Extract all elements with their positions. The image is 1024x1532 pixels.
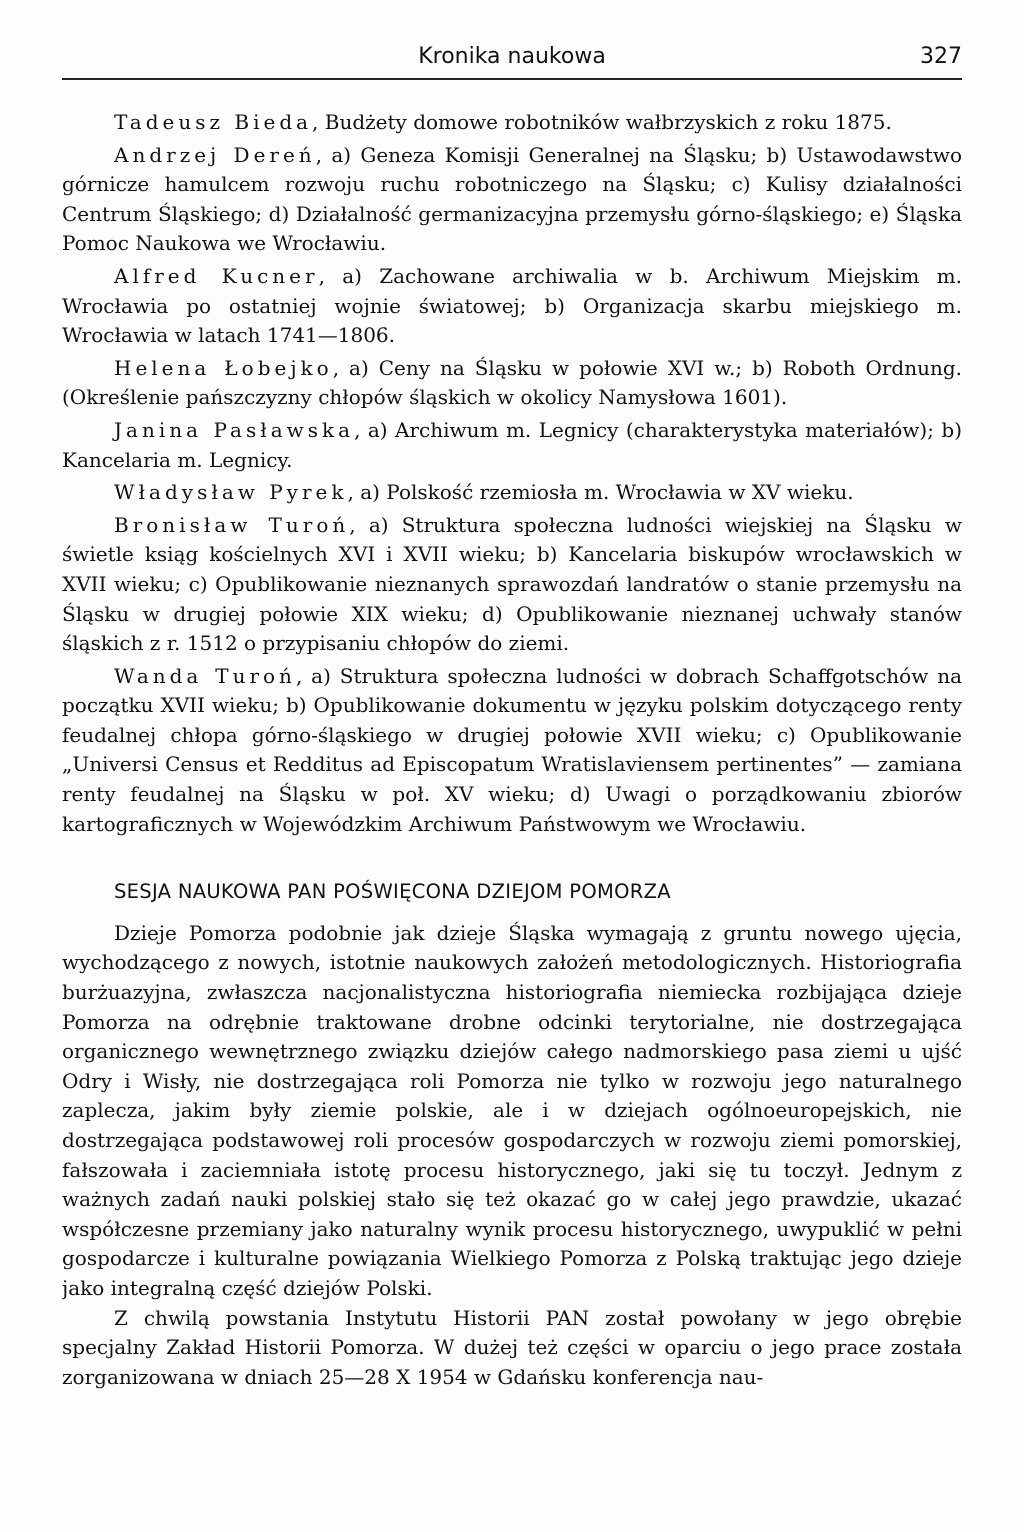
entry-text: , a) Archiwum m. Legnicy (charakterystyka materiałów); b) Kancelaria m. Legnicy. <box>62 417 962 472</box>
section-title: SESJA NAUKOWA PAN POŚWIĘCONA DZIEJOM POMORZA <box>114 880 671 904</box>
list-item <box>62 662 962 840</box>
list-item <box>62 354 962 413</box>
header-rule <box>62 78 962 80</box>
running-title: Kronika naukowa <box>418 44 606 69</box>
list-item <box>62 511 962 659</box>
author-name: Helena Łobejko <box>114 355 333 380</box>
page-header <box>62 40 962 80</box>
author-name: Alfred Kucner <box>114 263 319 288</box>
author-name: Tadeusz Bieda <box>114 110 313 134</box>
body-paragraph: Z chwilą powstania Instytutu Historii PAN został powołany w jego obrębie specjalny Zakład Historii Pomorza. W dużej też części w oparciu o jego prace została zorganizowana w dniach 25—28 X 1954 w Gdańsku konferencja nau- <box>62 1305 962 1389</box>
body-paragraph: Dzieje Pomorza podobnie jak dzieje Śląska wymagają z gruntu nowego ujęcia, wychodzącego z nowych, istotnie naukowych założeń metodologicznych. Historiografia burżuazyjna, zwłaszcza nacjonalistyczna historiografia niemiecka rozbijająca dzieje Pomorza na odrębnie traktowane drobne odcinki terytorialne, nie dostrzegająca organicznego wewnętrznego związku dziejów całego nadmorskiego pasa ziemi u ujść Odry i Wisły, nie dostrzegająca roli Pomorza nie tylko w rozwoju jego naturalnego zaplecza, jakim były ziemie polskie, ale i w dziejach ogólnoeuropejskich, nie dostrzegająca podstawowej roli procesów gospodarczych w rozwoju ziemi pomorskiej, fałszowała i zaciemniała istotę procesu historycznego, jaki się tu toczył. Jednym z ważnych zadań nauki polskiej stało się też okazać go w całej jego prawdzie, ukazać współczesne przemiany jako naturalny wynik procesu historycznego, uwypuklić w pełni gospodarcze i kulturalne powiązania Wielkiego Pomorza z Polską traktując jego dzieje jako integralną część dziejów Polski. <box>62 920 962 1300</box>
author-name: Władysław Pyrek <box>114 480 348 505</box>
entry-text: , a) Zachowane archiwalia w b. Archiwum Miejskim m. Wrocławia po ostatniej wojnie światowej; b) Organizacja skarbu miejskiego m. Wrocławia w latach 1741—1806. <box>62 263 962 348</box>
author-name: Andrzej Dereń <box>114 142 316 167</box>
entry-text: , a) Ceny na Śląsku w połowie XVI w.; b) Roboth Ordnung. (Określenie pańszczyzny chłopów śląskich w okolicy Namysłowa 1601). <box>62 355 962 410</box>
author-name: Wanda Turoń <box>114 663 296 688</box>
entry-text: , a) Struktura społeczna ludności w dobrach Schaffgotschów na początku XVII wieku; b) Opublikowanie dokumentu w języku polskim dotyczącego renty feudalnej chłopa górno-śląskiego w drugiej połowie XVII wieku; c) Opublikowanie „Universi Census et Redditus ad Episcopatum Wratislaviensem pertinentes” — zamiana renty feudalnej na Śląsku w poł. XV wieku; d) Uwagi o porządkowaniu zbiorów kartograficznych w Wojewódzkim Archiwum Państwowym we Wrocławiu. <box>62 663 962 836</box>
list-item <box>62 478 962 508</box>
list-item <box>62 416 962 475</box>
author-name: Janina Pasławska <box>114 417 355 442</box>
entry-text: , a) Struktura społeczna ludności wiejskiej na Śląsku w świetle ksiąg kościelnych XVI i XVII wieku; b) Kancelaria biskupów wrocławskich w XVII wieku; c) Opublikowanie nieznanych sprawozdań landratów o stanie przemysłu na Śląsku w drugiej połowie XIX wieku; d) Opublikowanie nieznanej uchwały stanów śląskich z r. 1512 o przypisaniu chłopów do ziemi. <box>62 512 962 656</box>
author-name: Bronisław Turoń <box>114 512 350 537</box>
list-item <box>62 108 962 138</box>
entry-text: , Budżety domowe robotników wałbrzyskich z roku 1875. <box>312 110 892 134</box>
entry-text: , a) Geneza Komisji Generalnej na Śląsku; b) Ustawodawstwo górnicze hamulcem rozwoju ruchu robotniczego na Śląsku; c) Kulisy działalności Centrum Śląskiego; d) Działalność germanizacyjna przemysłu górno-śląskiego; e) Śląska Pomoc Naukowa we Wrocławiu. <box>62 142 962 256</box>
entry-text: , a) Polskość rzemiosła m. Wrocławia w XV wieku. <box>347 480 854 505</box>
page-number: 327 <box>920 44 962 69</box>
list-item <box>62 141 962 259</box>
list-item <box>62 262 962 351</box>
page-content <box>62 108 962 1518</box>
